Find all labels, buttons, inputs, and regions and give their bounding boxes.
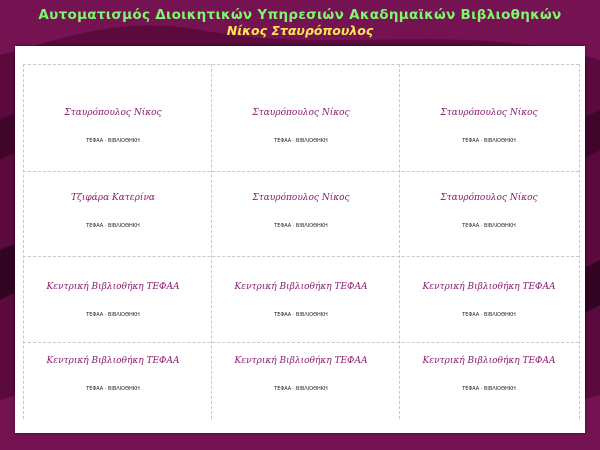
card-person-name: Τζιφάρα Κατερίνα [71,193,155,203]
card-person-name: Σταυρόπουλος Νίκος [252,193,350,203]
card-person-name: Σταυρόπουλος Νίκος [252,108,350,118]
card-contact-info [399,223,579,230]
card-contact-line: ΤΕΦΑΑ · ΒΙΒΛΙΟΘΗΚΗ [274,223,328,229]
card-contact-info [399,386,579,393]
card-contact-line: ΤΕΦΑΑ · ΒΙΒΛΙΟΘΗΚΗ [86,223,140,229]
business-card [211,342,391,426]
card-contact-line: ΤΕΦΑΑ · ΒΙΒΛΙΟΘΗΚΗ [462,386,516,392]
card-person-name: Σταυρόπουλος Νίκος [64,108,162,118]
card-contact-info [399,312,579,319]
card-contact-info [399,138,579,145]
business-card [399,171,579,255]
card-library-name: Κεντρική Βιβλιοθήκη ΤΕΦΑΑ [234,282,368,292]
card-contact-line: ΤΕΦΑΑ · ΒΙΒΛΙΟΘΗΚΗ [86,312,140,318]
card-contact-info [211,386,391,393]
business-card [211,171,391,255]
business-card [211,64,391,171]
card-contact-line: ΤΕΦΑΑ · ΒΙΒΛΙΟΘΗΚΗ [86,138,140,144]
business-card [23,171,203,255]
business-card-sheet [15,46,585,433]
card-library-name: Κεντρική Βιβλιοθήκη ΤΕΦΑΑ [46,356,180,366]
card-contact-info [23,138,203,145]
card-library-name: Κεντρική Βιβλιοθήκη ΤΕΦΑΑ [46,282,180,292]
business-card [23,342,203,426]
card-contact-info [211,312,391,319]
business-card [211,256,391,340]
card-library-name: Κεντρική Βιβλιοθήκη ΤΕΦΑΑ [422,356,556,366]
card-contact-info [211,138,391,145]
business-card [399,256,579,340]
business-card [399,64,579,171]
slide-subtitle: Νίκος Σταυρόπουλος [226,23,374,38]
card-library-name: Κεντρική Βιβλιοθήκη ΤΕΦΑΑ [422,282,556,292]
card-contact-info [23,386,203,393]
card-contact-line: ΤΕΦΑΑ · ΒΙΒΛΙΟΘΗΚΗ [274,138,328,144]
card-contact-line: ΤΕΦΑΑ · ΒΙΒΛΙΟΘΗΚΗ [86,386,140,392]
card-library-name: Κεντρική Βιβλιοθήκη ΤΕΦΑΑ [234,356,368,366]
card-contact-info [23,223,203,230]
business-card [23,64,203,171]
slide-title: Αυτοματισμός Διοικητικών Υπηρεσιών Ακαδημαϊκών Βιβλιοθηκών [38,7,562,23]
card-contact-info [211,223,391,230]
card-contact-line: ΤΕΦΑΑ · ΒΙΒΛΙΟΘΗΚΗ [462,312,516,318]
business-card [23,256,203,340]
card-person-name: Σταυρόπουλος Νίκος [440,108,538,118]
card-contact-line: ΤΕΦΑΑ · ΒΙΒΛΙΟΘΗΚΗ [462,138,516,144]
card-person-name: Σταυρόπουλος Νίκος [440,193,538,203]
card-contact-line: ΤΕΦΑΑ · ΒΙΒΛΙΟΘΗΚΗ [462,223,516,229]
cut-line [579,64,580,419]
business-card [399,342,579,426]
card-contact-info [23,312,203,319]
card-contact-line: ΤΕΦΑΑ · ΒΙΒΛΙΟΘΗΚΗ [274,386,328,392]
card-contact-line: ΤΕΦΑΑ · ΒΙΒΛΙΟΘΗΚΗ [274,312,328,318]
